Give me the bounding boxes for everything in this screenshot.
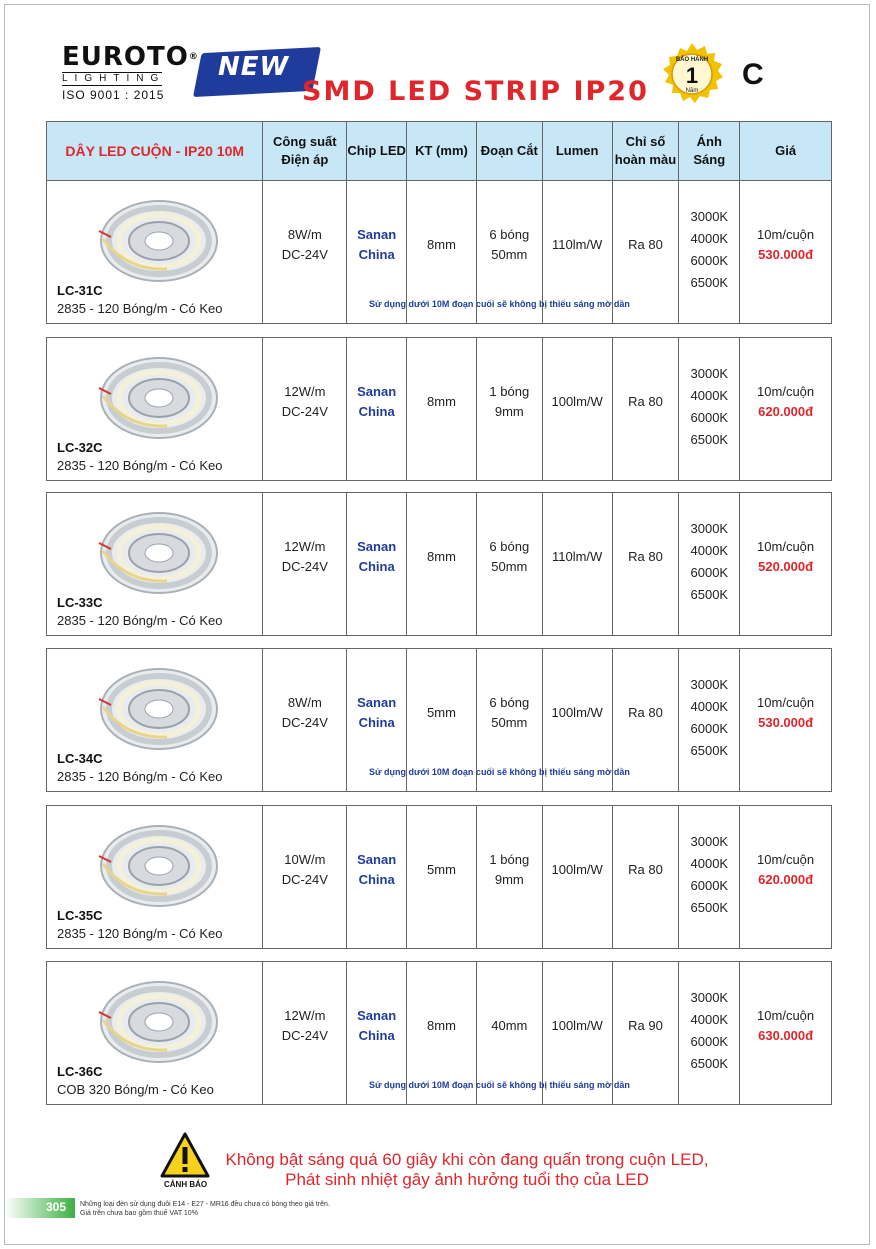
price-amount: 530.000đ [758, 247, 814, 262]
class-letter: C [742, 58, 764, 91]
price-unit: 10m/cuộn [757, 695, 815, 710]
color-temp: 6500K [690, 743, 729, 758]
price-amount: 520.000đ [758, 559, 814, 574]
led-reel-image [97, 503, 221, 599]
product-code: LC-35C [57, 908, 103, 923]
chip-brand: Sanan [357, 1008, 397, 1023]
iso-cert: ISO 9001 : 2015 [62, 88, 165, 102]
price-unit: 10m/cuộn [757, 539, 815, 554]
color-temp: 3000K [690, 677, 729, 692]
color-temp: 6500K [690, 900, 729, 915]
product-row [46, 961, 832, 1105]
color-temp: 4000K [690, 231, 729, 246]
voltage-value: DC-24V [281, 872, 328, 887]
color-temp: 3000K [690, 990, 729, 1005]
usage-note: Sử dụng dưới 10M đoạn cuối sẽ không bị thiếu sáng mờ dần [369, 1080, 630, 1090]
cut-cell [476, 806, 542, 948]
size-cell: 8mm [406, 493, 476, 635]
voltage-value: DC-24V [281, 247, 328, 262]
color-temp: 6000K [690, 721, 729, 736]
power-value: 12W/m [284, 384, 326, 399]
product-desc: 2835 - 120 Bóng/m - Có Keo [57, 301, 223, 316]
led-reel-image [97, 816, 221, 912]
warranty-number: 1 [685, 63, 699, 88]
power-cell [262, 962, 346, 1104]
cri-cell: Ra 80 [612, 493, 679, 635]
warranty-top: BẢO HÀNH [675, 57, 709, 63]
lumen-cell: 100lm/W [542, 338, 612, 480]
color-temp: 6500K [690, 275, 729, 290]
cut-length: 9mm [494, 404, 524, 419]
chip-brand: Sanan [357, 852, 397, 867]
color-temp: 6000K [690, 410, 729, 425]
price-unit: 10m/cuộn [757, 384, 815, 399]
warranty-unit: Năm [685, 88, 699, 94]
price-amount: 630.000đ [758, 1028, 814, 1043]
product-desc: 2835 - 120 Bóng/m - Có Keo [57, 769, 223, 784]
chip-brand: Sanan [357, 384, 397, 399]
price-unit: 10m/cuộn [757, 852, 815, 867]
cut-leds: 40mm [491, 1018, 528, 1033]
price-cell [739, 962, 831, 1104]
footnote-line-2: Giá trên chưa bao gồm thuế VAT 10% [80, 1210, 198, 1217]
lumen-cell: 100lm/W [542, 962, 612, 1104]
led-reel-image [97, 191, 221, 287]
size-cell: 8mm [406, 338, 476, 480]
cut-leds: 1 bóng [489, 384, 530, 399]
size-cell: 8mm [406, 181, 476, 323]
lumen-cell: 100lm/W [542, 649, 612, 791]
warning-line-2: Phát sinh nhiệt gây ảnh hưởng tuổi thọ của LED [285, 1170, 649, 1189]
warranty-badge-icon [660, 42, 724, 106]
chip-cell [346, 493, 406, 635]
cri-cell: Ra 80 [612, 649, 679, 791]
price-cell [739, 181, 831, 323]
color-temp: 4000K [690, 856, 729, 871]
product-cell [47, 181, 262, 323]
color-temp: 6000K [690, 253, 729, 268]
cut-cell [476, 493, 542, 635]
chip-brand: Sanan [357, 227, 397, 242]
product-desc: COB 320 Bóng/m - Có Keo [57, 1082, 214, 1097]
product-code: LC-36C [57, 1064, 103, 1079]
lumen-cell: 110lm/W [542, 181, 612, 323]
col-header-chip: Chip LED [346, 122, 406, 180]
table-header [46, 121, 832, 181]
cri-cell: Ra 90 [612, 962, 679, 1104]
usage-note: Sử dụng dưới 10M đoạn cuối sẽ không bị thiếu sáng mờ dần [369, 767, 630, 777]
led-reel-image [97, 972, 221, 1068]
brand-sub: LIGHTING [62, 73, 166, 84]
product-cell [47, 338, 262, 480]
brand-logo [62, 42, 199, 102]
chip-origin: China [358, 872, 395, 887]
cut-length: 50mm [491, 559, 528, 574]
color-temp: 6000K [690, 878, 729, 893]
page-number: 305 [46, 1200, 67, 1214]
product-desc: 2835 - 120 Bóng/m - Có Keo [57, 458, 223, 473]
power-value: 12W/m [284, 539, 326, 554]
lumen-cell: 110lm/W [542, 493, 612, 635]
chip-cell [346, 806, 406, 948]
power-cell [262, 806, 346, 948]
color-temp: 6500K [690, 1056, 729, 1071]
product-cell [47, 962, 262, 1104]
product-desc: 2835 - 120 Bóng/m - Có Keo [57, 613, 223, 628]
power-value: 8W/m [287, 227, 322, 242]
cut-length: 50mm [491, 715, 528, 730]
color-temp: 4000K [690, 699, 729, 714]
col-header-cut: Đoạn Cắt [476, 122, 542, 180]
power-value: 10W/m [284, 852, 326, 867]
color-temp: 4000K [690, 543, 729, 558]
color-temp: 6000K [690, 1034, 729, 1049]
col-header-power: Công suất Điện áp [262, 122, 346, 180]
product-row [46, 648, 832, 792]
col-header-size: KT (mm) [406, 122, 476, 180]
product-code: LC-33C [57, 595, 103, 610]
new-label: NEW [218, 52, 290, 82]
light-cell [678, 181, 739, 323]
light-cell [678, 806, 739, 948]
chip-origin: China [358, 715, 395, 730]
product-cell [47, 649, 262, 791]
price-unit: 10m/cuộn [757, 1008, 815, 1023]
color-temp: 6000K [690, 565, 729, 580]
light-cell [678, 338, 739, 480]
product-cell [47, 493, 262, 635]
cut-leds: 6 bóng [489, 227, 530, 242]
footnote [80, 1200, 330, 1218]
price-cell [739, 493, 831, 635]
product-desc: 2835 - 120 Bóng/m - Có Keo [57, 926, 223, 941]
price-amount: 530.000đ [758, 715, 814, 730]
chip-origin: China [358, 247, 395, 262]
cut-leds: 6 bóng [489, 695, 530, 710]
warning-text [222, 1150, 712, 1190]
size-cell: 8mm [406, 962, 476, 1104]
price-cell [739, 338, 831, 480]
chip-origin: China [358, 404, 395, 419]
product-row [46, 805, 832, 949]
price-cell [739, 649, 831, 791]
product-row [46, 180, 832, 324]
lumen-cell: 100lm/W [542, 806, 612, 948]
product-code: LC-32C [57, 440, 103, 455]
chip-brand: Sanan [357, 539, 397, 554]
brand-reg: ® [188, 52, 199, 62]
product-row [46, 337, 832, 481]
chip-brand: Sanan [357, 695, 397, 710]
cut-cell [476, 338, 542, 480]
cri-cell: Ra 80 [612, 806, 679, 948]
footnote-line-1: Những loại đèn sử dụng đuôi E14 - E27 - MR16 đều chưa có bóng theo giá trên. [80, 1201, 330, 1208]
power-value: 8W/m [287, 695, 322, 710]
chip-origin: China [358, 1028, 395, 1043]
power-cell [262, 649, 346, 791]
color-temp: 3000K [690, 521, 729, 536]
col-header-price: Giá [739, 122, 831, 180]
light-cell [678, 962, 739, 1104]
cri-cell: Ra 80 [612, 338, 679, 480]
product-code: LC-34C [57, 751, 103, 766]
power-cell [262, 338, 346, 480]
page-title: SMD LED STRIP IP20 [302, 76, 649, 107]
voltage-value: DC-24V [281, 404, 328, 419]
color-temp: 3000K [690, 834, 729, 849]
price-unit: 10m/cuộn [757, 227, 815, 242]
cri-cell: Ra 80 [612, 181, 679, 323]
light-cell [678, 649, 739, 791]
chip-origin: China [358, 559, 395, 574]
power-value: 12W/m [284, 1008, 326, 1023]
color-temp: 6500K [690, 432, 729, 447]
warning-label: CẢNH BÁO [164, 1180, 208, 1189]
cut-leds: 6 bóng [489, 539, 530, 554]
product-row [46, 492, 832, 636]
cut-length: 9mm [494, 872, 524, 887]
product-code: LC-31C [57, 283, 103, 298]
power-cell [262, 181, 346, 323]
voltage-value: DC-24V [281, 1028, 328, 1043]
color-temp: 4000K [690, 1012, 729, 1027]
cut-leds: 1 bóng [489, 852, 530, 867]
col-header-light: Ánh Sáng [678, 122, 739, 180]
price-amount: 620.000đ [758, 404, 814, 419]
warning-icon [160, 1132, 210, 1180]
power-cell [262, 493, 346, 635]
color-temp: 4000K [690, 388, 729, 403]
color-temp: 3000K [690, 209, 729, 224]
size-cell: 5mm [406, 806, 476, 948]
chip-cell [346, 338, 406, 480]
col-header-lumen: Lumen [542, 122, 612, 180]
color-temp: 3000K [690, 366, 729, 381]
price-amount: 620.000đ [758, 872, 814, 887]
brand-name: EUROTO [62, 42, 189, 72]
col-header-cri: Chỉ số hoàn màu [612, 122, 679, 180]
col-header-product: DÂY LED CUỘN - IP20 10M [65, 143, 245, 159]
voltage-value: DC-24V [281, 559, 328, 574]
warning-line-1: Không bật sáng quá 60 giây khi còn đang quấn trong cuộn LED, [225, 1150, 709, 1169]
cut-length: 50mm [491, 247, 528, 262]
led-reel-image [97, 348, 221, 444]
usage-note: Sử dụng dưới 10M đoạn cuối sẽ không bị thiếu sáng mờ dần [369, 299, 630, 309]
size-cell: 5mm [406, 649, 476, 791]
color-temp: 6500K [690, 587, 729, 602]
price-cell [739, 806, 831, 948]
voltage-value: DC-24V [281, 715, 328, 730]
product-cell [47, 806, 262, 948]
light-cell [678, 493, 739, 635]
led-reel-image [97, 659, 221, 755]
